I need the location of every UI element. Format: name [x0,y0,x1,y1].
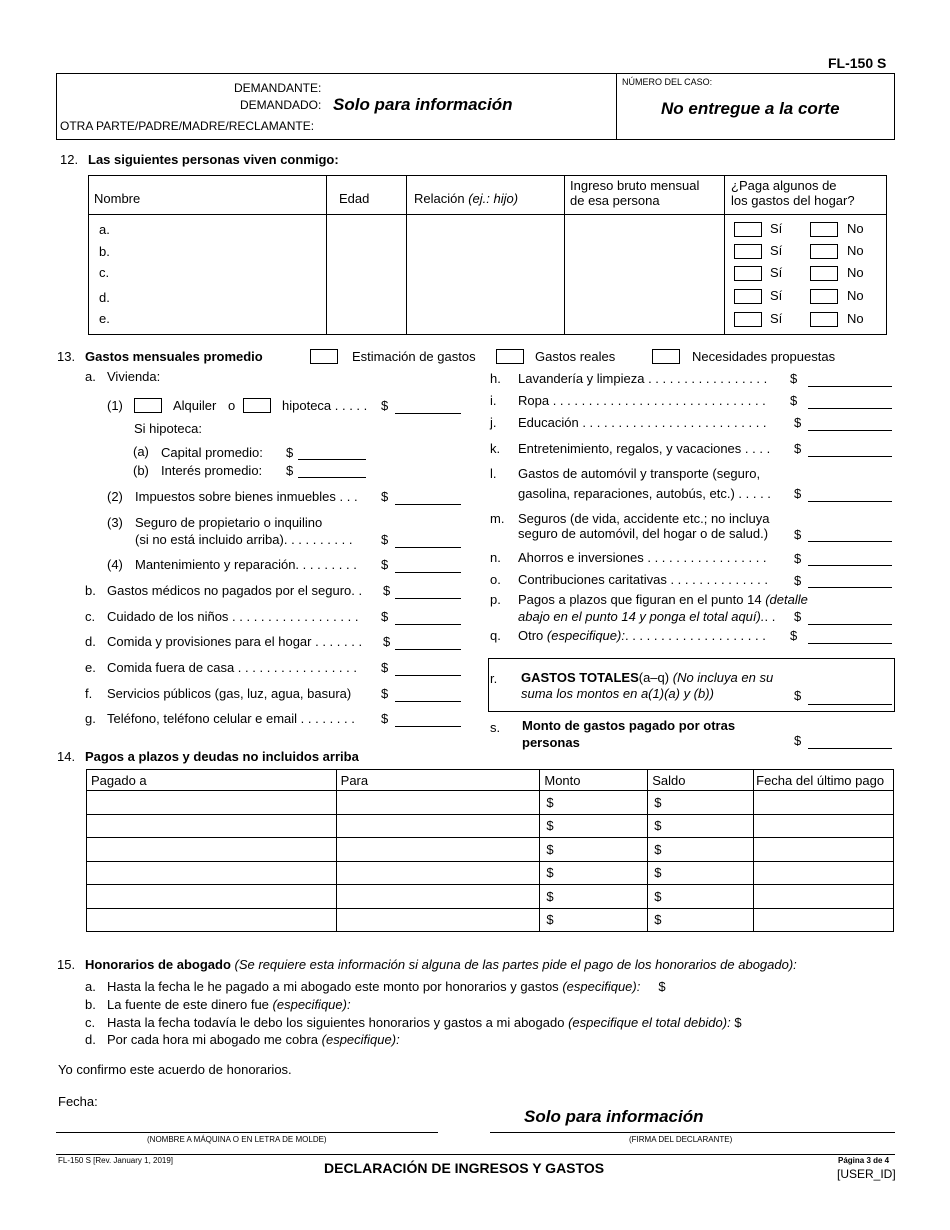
item-d-label: Comida y provisiones para el hogar . . . . . . . [107,634,363,649]
item-l-letter: l. [490,466,497,481]
debts-header-para: Para [336,770,540,791]
gastos-reales-label: Gastos reales [535,349,616,364]
capital-promedio-field[interactable] [298,459,366,460]
ahorros-field[interactable] [808,565,892,566]
item-a-a-number: (a) [133,444,149,459]
section-12-title: Las siguientes personas viven conmigo: [88,152,339,167]
item-n-letter: n. [490,550,501,565]
item-e-letter: e. [85,660,96,675]
debts-header-pagado-a: Pagado a [87,770,337,791]
table-row [87,885,894,909]
checkbox-no-b[interactable] [810,244,838,259]
checkbox-hipoteca[interactable] [243,398,271,413]
item-g-letter: g. [85,711,96,726]
monto-cell[interactable] [540,908,648,932]
item-j-label: Educación . . . . . . . . . . . . . . . . . . . . . . . . . . [518,415,767,430]
col-divider [724,175,725,335]
checkbox-si-e[interactable] [734,312,762,327]
no-label: No [847,288,864,303]
item-15d-letter: d. [85,1032,96,1047]
dollar-sign: $ [381,532,389,547]
table-row [87,838,894,862]
gastos-otras-personas-field[interactable] [808,748,892,749]
dollar-sign: $ [546,841,554,857]
monto-cell[interactable] [540,861,648,885]
form-id: FL-150 S [828,55,887,71]
necesidades-label: Necesidades propuestas [692,349,836,364]
si-label: Sí [770,288,783,303]
section-15-title: Honorarios de abogado (Se requiere esta información si alguna de las partes pide el pago de los honorarios de abogado): [85,957,797,972]
item-m-label-1: Seguros (de vida, accidente etc.; no incluya [518,511,770,526]
dollar-sign: $ [381,557,389,572]
case-number-label: NÚMERO DEL CASO: [622,77,713,87]
dollar-sign: $ [794,573,802,588]
demandante-label: DEMANDANTE: [234,81,322,95]
item-h-label: Lavandería y limpieza . . . . . . . . . . . . . . . . . [518,371,768,386]
section-14-number: 14. [57,749,76,764]
seguros-field[interactable] [808,541,892,542]
item-h-letter: h. [490,371,501,386]
section-15-number: 15. [57,957,76,972]
row-label-c: c. [99,265,110,280]
item-a-label: Vivienda: [107,369,161,384]
saldo-cell[interactable] [648,908,754,932]
section-13-title: Gastos mensuales promedio [85,349,263,364]
checkbox-si-b[interactable] [734,244,762,259]
demandado-label: DEMANDADO: [240,98,322,112]
item-m-label-2: seguro de automóvil, del hogar o de salud.) [518,526,769,541]
user-id: [USER_ID] [837,1167,896,1181]
dollar-sign: $ [654,841,662,857]
dollar-sign: $ [790,393,798,408]
signature-info-only: Solo para información [524,1107,704,1126]
saldo-cell[interactable] [648,838,754,862]
debts-header-monto: Monto [540,770,648,791]
name-caption: (NOMBRE A MÁQUINA O EN LETRA DE MOLDE) [147,1135,327,1144]
signature-field[interactable] [490,1132,895,1133]
no-label: No [847,265,864,280]
monto-cell[interactable] [540,791,648,815]
item-r-letter: r. [490,671,498,686]
item-o-letter: o. [490,572,501,587]
debts-table [86,769,894,932]
dollar-sign: $ [794,441,802,456]
dollar-sign: $ [286,463,294,478]
item-p-label-2: abajo en el punto 14 y ponga el total aquí).. . [518,609,776,624]
checkbox-gastos-reales[interactable] [496,349,524,364]
dollar-sign: $ [794,733,802,748]
pagado-a-cell[interactable] [87,885,337,909]
item-k-letter: k. [490,441,501,456]
gastos-totales-field[interactable] [808,704,892,705]
item-a3-label-1: Seguro de propietario o inquilino [135,515,323,530]
monto-cell[interactable] [540,838,648,862]
automovil-field[interactable] [808,501,892,502]
dollar-sign: $ [654,888,662,904]
checkbox-no-a[interactable] [810,222,838,237]
mantenimiento-field[interactable] [395,572,461,573]
pagado-a-cell[interactable] [87,838,337,862]
dollar-sign: $ [546,888,554,904]
checkbox-no-c[interactable] [810,266,838,281]
interes-promedio-field[interactable] [298,477,366,478]
row-label-a: a. [99,222,110,237]
debts-header-fecha: Fecha del último pago [754,770,894,791]
item-a-b-number: (b) [133,463,149,478]
servicios-publicos-field[interactable] [395,701,461,702]
pagado-a-cell[interactable] [87,814,337,838]
checkbox-alquiler[interactable] [134,398,162,413]
no-label: No [847,311,864,326]
form-title: DECLARACIÓN DE INGRESOS Y GASTOS [324,1160,605,1176]
page-number: Página 3 de 4 [838,1156,890,1165]
saldo-cell[interactable] [648,861,754,885]
dollar-sign: $ [794,609,802,624]
confirm-statement: Yo confirmo este acuerdo de honorarios. [58,1062,292,1077]
checkbox-si-c[interactable] [734,266,762,281]
col-header-relacion: Relación (ej.: hijo) [414,191,519,206]
hipoteca-label: hipoteca . . . . . [282,398,368,413]
item-c-label: Cuidado de los niños . . . . . . . . . . . . . . . . . . [107,609,359,624]
estimacion-label: Estimación de gastos [352,349,476,364]
comida-hogar-field[interactable] [395,649,461,650]
dollar-sign: $ [794,486,802,501]
item-15c-text: Hasta la fecha todavía le debo los siguientes honorarios y gastos a mi abogado (especifique el total debido): $ [107,1015,742,1030]
item-b-label: Gastos médicos no pagados por el seguro. . [107,583,363,598]
dollar-sign: $ [794,551,802,566]
pagado-a-cell[interactable] [87,861,337,885]
col-divider [406,175,407,335]
item-a2-label: Impuestos sobre bienes inmuebles . . . [135,489,358,504]
dollar-sign: $ [794,415,802,430]
dollar-sign: $ [381,489,389,504]
household-header-rule [88,214,887,215]
item-r-note: suma los montos en a(1)(a) y (b)) [521,686,714,701]
item-g-label: Teléfono, teléfono celular e email . . . . . . . . [107,711,355,726]
si-label: Sí [770,311,783,326]
fecha-cell[interactable] [754,838,894,862]
telefono-field[interactable] [395,726,461,727]
item-s-label-1: Monto de gastos pagado por otras [522,718,736,733]
seguro-propietario-field[interactable] [395,547,461,548]
footer-rule [56,1154,895,1155]
col-divider [564,175,565,335]
dollar-sign: $ [654,912,662,928]
item-f-letter: f. [85,686,93,701]
ropa-field[interactable] [808,408,892,409]
no-label: No [847,221,864,236]
item-j-letter: j. [490,415,497,430]
otra-parte-label: OTRA PARTE/PADRE/MADRE/RECLAMANTE: [60,119,315,133]
item-15b-text: La fuente de este dinero fue (especifique): [107,997,351,1012]
item-a-letter: a. [85,369,96,384]
section-14-title: Pagos a plazos y deudas no incluidos arriba [85,749,359,764]
no-label: No [847,243,864,258]
item-a4-label: Mantenimiento y reparación. . . . . . . . . [135,557,357,572]
row-label-d: d. [99,290,110,305]
item-15b-letter: b. [85,997,96,1012]
item-p-letter: p. [490,592,501,607]
fecha-label: Fecha: [58,1094,98,1109]
item-r-label: GASTOS TOTALES(a–q) (No incluya en su [521,670,774,685]
dollar-sign: $ [383,583,391,598]
item-q-letter: q. [490,628,501,643]
row-label-e: e. [99,311,110,326]
col-header-paga: ¿Paga algunos de los gastos del hogar? [731,178,855,208]
vivienda-amount-field[interactable] [395,413,461,414]
educacion-field[interactable] [808,430,892,431]
pagado-a-cell[interactable] [87,908,337,932]
item-m-letter: m. [490,511,505,526]
monto-cell[interactable] [540,814,648,838]
dollar-sign: $ [546,865,554,881]
otro-field[interactable] [808,643,892,644]
section-12-number: 12. [60,152,79,167]
checkbox-si-d[interactable] [734,289,762,304]
saldo-cell[interactable] [648,791,754,815]
monto-cell[interactable] [540,885,648,909]
item-15a-text: Hasta la fecha le he pagado a mi abogado este monto por honorarios y gastos (especifique): $ [107,979,666,994]
item-e-label: Comida fuera de casa . . . . . . . . . . . . . . . . . [107,660,357,675]
item-s-letter: s. [490,720,501,735]
item-a4-number: (4) [107,557,123,572]
col-header-nombre: Nombre [94,191,141,206]
si-label: Sí [770,243,783,258]
item-a2-number: (2) [107,489,123,504]
row-label-b: b. [99,244,110,259]
debts-header-saldo: Saldo [648,770,754,791]
section-13-number: 13. [57,349,76,364]
item-l-label-1: Gastos de automóvil y transporte (seguro, [518,466,761,481]
item-a3-number: (3) [107,515,123,530]
no-court-notice: No entregue a la corte [661,99,840,118]
para-cell[interactable] [336,814,540,838]
gastos-medicos-field[interactable] [395,598,461,599]
o-label: o [228,398,236,413]
dollar-sign: $ [794,688,802,703]
saldo-cell[interactable] [648,814,754,838]
item-s-label-2: personas [522,735,580,750]
para-cell[interactable] [336,861,540,885]
col-header-ingreso: Ingreso bruto mensual de esa persona [570,178,700,208]
impuestos-field[interactable] [395,504,461,505]
pagos-plazos-field[interactable] [808,624,892,625]
dollar-sign: $ [794,527,802,542]
para-cell[interactable] [336,791,540,815]
dollar-sign: $ [790,371,798,386]
capital-promedio-label: Capital promedio: [161,445,263,460]
item-15d-text: Por cada hora mi abogado me cobra (especifique): [107,1032,400,1047]
item-p-label-1: Pagos a plazos que figuran en el punto 14 (detalle [518,592,808,607]
fecha-cell[interactable] [754,885,894,909]
col-header-edad: Edad [339,191,370,206]
item-b-letter: b. [85,583,96,598]
table-row [87,814,894,838]
para-cell[interactable] [336,908,540,932]
checkbox-no-d[interactable] [810,289,838,304]
item-c-letter: c. [85,609,96,624]
checkbox-estimacion[interactable] [310,349,338,364]
info-only-watermark: Solo para información [333,95,513,114]
fecha-cell[interactable] [754,814,894,838]
item-k-label: Entretenimiento, regalos, y vacaciones . . . . [518,441,771,456]
table-row [87,861,894,885]
item-l-label-2: gasolina, reparaciones, autobús, etc.) . . . . . [518,486,771,501]
fecha-cell[interactable] [754,908,894,932]
item-i-label: Ropa . . . . . . . . . . . . . . . . . . . . . . . . . . . . . . [518,393,766,408]
item-a1-number: (1) [107,398,123,413]
alquiler-label: Alquiler [173,398,217,413]
lavanderia-field[interactable] [808,386,892,387]
dollar-sign: $ [790,628,798,643]
para-cell[interactable] [336,885,540,909]
dollar-sign: $ [381,609,389,624]
cuidado-ninos-field[interactable] [395,624,461,625]
para-cell[interactable] [336,838,540,862]
comida-fuera-field[interactable] [395,675,461,676]
saldo-cell[interactable] [648,885,754,909]
dollar-sign: $ [654,865,662,881]
dollar-sign: $ [381,711,389,726]
pagado-a-cell[interactable] [87,791,337,815]
item-n-label: Ahorros e inversiones . . . . . . . . . . . . . . . . . [518,550,767,565]
item-q-label: Otro (especifique):. . . . . . . . . . . . . . . . . . . . [518,628,766,643]
dollar-sign: $ [546,794,554,810]
table-row [87,908,894,932]
dollar-sign: $ [286,445,294,460]
item-a3-label-2: (si no está incluido arriba). . . . . . . . . . [135,532,353,547]
dollar-sign: $ [381,660,389,675]
item-15c-letter: c. [85,1015,96,1030]
dollar-sign: $ [383,634,391,649]
revision-label: FL-150 S [Rev. January 1, 2019] [58,1156,174,1165]
checkbox-no-e[interactable] [810,312,838,327]
signature-caption: (FIRMA DEL DECLARANTE) [629,1135,733,1144]
col-divider [326,175,327,335]
item-f-label: Servicios públicos (gas, luz, agua, basura) [107,686,352,701]
item-d-letter: d. [85,634,96,649]
si-hipoteca-label: Si hipoteca: [134,421,202,436]
dollar-sign: $ [381,398,389,413]
dollar-sign: $ [546,912,554,928]
item-o-label: Contribuciones caritativas . . . . . . . . . . . . . . [518,572,768,587]
dollar-sign: $ [546,818,554,834]
caption-divider [616,73,617,140]
table-row [87,791,894,815]
dollar-sign: $ [654,818,662,834]
si-label: Sí [770,221,783,236]
printed-name-field[interactable] [56,1132,438,1133]
item-15a-letter: a. [85,979,96,994]
checkbox-si-a[interactable] [734,222,762,237]
dollar-sign: $ [654,794,662,810]
entretenimiento-field[interactable] [808,456,892,457]
dollar-sign: $ [381,686,389,701]
si-label: Sí [770,265,783,280]
item-i-letter: i. [490,393,497,408]
fecha-cell[interactable] [754,791,894,815]
interes-promedio-label: Interés promedio: [161,463,263,478]
contribuciones-field[interactable] [808,587,892,588]
checkbox-necesidades[interactable] [652,349,680,364]
fecha-cell[interactable] [754,861,894,885]
